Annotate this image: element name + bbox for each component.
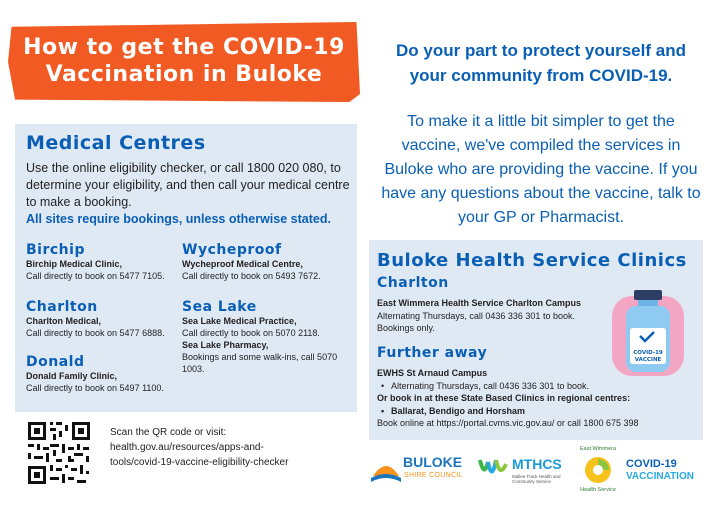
- page-title-line2: Vaccination in Buloke: [45, 62, 323, 87]
- buloke-logo-sub: SHIRE COUNCIL: [404, 472, 463, 479]
- mthcs-logo: [476, 450, 572, 490]
- wycheproof-section: [182, 242, 354, 282]
- sealake-clinic-name: Sea Lake Medical Practice,: [182, 316, 297, 326]
- charlton-clinic-heading: Charlton: [377, 275, 449, 291]
- donald-clinic-call: Call directly to book on 5497 1100.: [26, 383, 164, 393]
- ewhs-logo-bottom: Health Service: [580, 487, 616, 493]
- book-online-text: Book online at https://portal.cvms.vic.gov.au/ or call 1800 675 398: [377, 418, 639, 428]
- qr-code[interactable]: [26, 420, 92, 486]
- page-title: [8, 34, 360, 88]
- mthcs-logo-icon: [476, 452, 510, 486]
- sealake-clinic-call: Call directly to book on 5070 2118.: [182, 328, 320, 338]
- ewhs-logo-icon: [583, 455, 613, 485]
- vial-label-line2: VACCINE: [634, 357, 662, 363]
- buloke-logo-name: BULOKE: [403, 454, 463, 470]
- charlton-section: [26, 299, 186, 339]
- st-arnaud-campus: EWHS St Arnaud Campus: [377, 368, 488, 378]
- sealake-heading: Sea Lake: [182, 299, 257, 315]
- charlton-clinic-name: Charlton Medical,: [26, 316, 102, 326]
- covid-vaccination-logo: [624, 458, 714, 488]
- covid-logo-line1: COVID-19: [626, 458, 677, 470]
- sealake-section: [182, 299, 354, 375]
- bookings-note: All sites require bookings, unless otherwise stated.: [26, 212, 331, 226]
- ewhs-logo-top: East Wimmera: [579, 446, 617, 452]
- regional-clinics-label: Or book in at these State Based Clinics in regional centres:: [377, 393, 631, 403]
- buloke-logo-icon: [371, 452, 401, 486]
- vial-label-line1: COVID-19: [633, 350, 663, 356]
- medical-centres-description: Use the online eligibility checker, or call 1800 020 080, to determine your eligibility, and then call your medical centre to make a booking.: [26, 161, 350, 209]
- health-service-title: Buloke Health Service Clinics: [377, 250, 687, 271]
- regional-clinics-item: • Ballarat, Bendigo and Horsham: [377, 405, 699, 418]
- intro-paragraph: To make it a little bit simpler to get the vaccine, we've compiled the services in Buloke who are providing the vaccine. If you have any questions about the vaccine, talk to your GP or Pharmacist.: [381, 113, 701, 226]
- donald-section: [26, 354, 186, 394]
- charlton-campus-line2: Bookings only.: [377, 323, 435, 333]
- charlton-clinic-call: Call directly to book on 5477 6888.: [26, 328, 165, 338]
- qr-instructions: Scan the QR code or visit: health.gov.au/resources/apps-and-tools/covid-19-vaccine-eligibility-checker: [110, 427, 289, 468]
- medical-centres-title: Medical Centres: [26, 132, 206, 154]
- mthcs-logo-name: MTHCS: [512, 456, 562, 472]
- page-title-line1: How to get the COVID-19: [23, 35, 345, 60]
- charlton-campus-name: East Wimmera Health Service Charlton Campus: [377, 298, 581, 308]
- mthcs-logo-sub: Mallee Track Health and Community Service: [512, 474, 561, 484]
- ewhs-logo: [576, 446, 620, 498]
- birchip-heading: Birchip: [26, 242, 85, 258]
- wycheproof-clinic-name: Wycheproof Medical Centre,: [182, 259, 303, 269]
- qr-code-icon: [26, 420, 92, 486]
- donald-clinic-name: Donald Family Clinic,: [26, 371, 118, 381]
- buloke-logo: [371, 450, 465, 490]
- birchip-section: [26, 242, 186, 282]
- sealake-pharmacy-name: Sea Lake Pharmacy,: [182, 340, 269, 350]
- donald-heading: Donald: [26, 354, 85, 370]
- headline: Do your part to protect yourself and your community from COVID-19.: [396, 41, 686, 85]
- covid-logo-line2: VACCINATION: [626, 471, 694, 482]
- charlton-campus-line1: Alternating Thursdays, call 0436 336 301 to book.: [377, 310, 575, 321]
- charlton-campus-details: [377, 297, 607, 335]
- birchip-clinic-name: Birchip Medical Clinic,: [26, 259, 123, 269]
- further-away-heading: Further away: [377, 345, 488, 361]
- vaccine-vial-icon: [604, 286, 692, 378]
- birchip-clinic-call: Call directly to book on 5477 7105.: [26, 271, 165, 281]
- wycheproof-heading: Wycheproof: [182, 242, 282, 258]
- further-away-details: [377, 367, 699, 430]
- vaccine-vial: [604, 286, 692, 378]
- charlton-heading: Charlton: [26, 299, 98, 315]
- sealake-pharmacy-call: Bookings and some walk-ins, call 5070 1003.: [182, 352, 338, 374]
- st-arnaud-item: • Alternating Thursdays, call 0436 336 301 to book.: [377, 380, 699, 393]
- wycheproof-clinic-call: Call directly to book on 5493 7672.: [182, 271, 321, 281]
